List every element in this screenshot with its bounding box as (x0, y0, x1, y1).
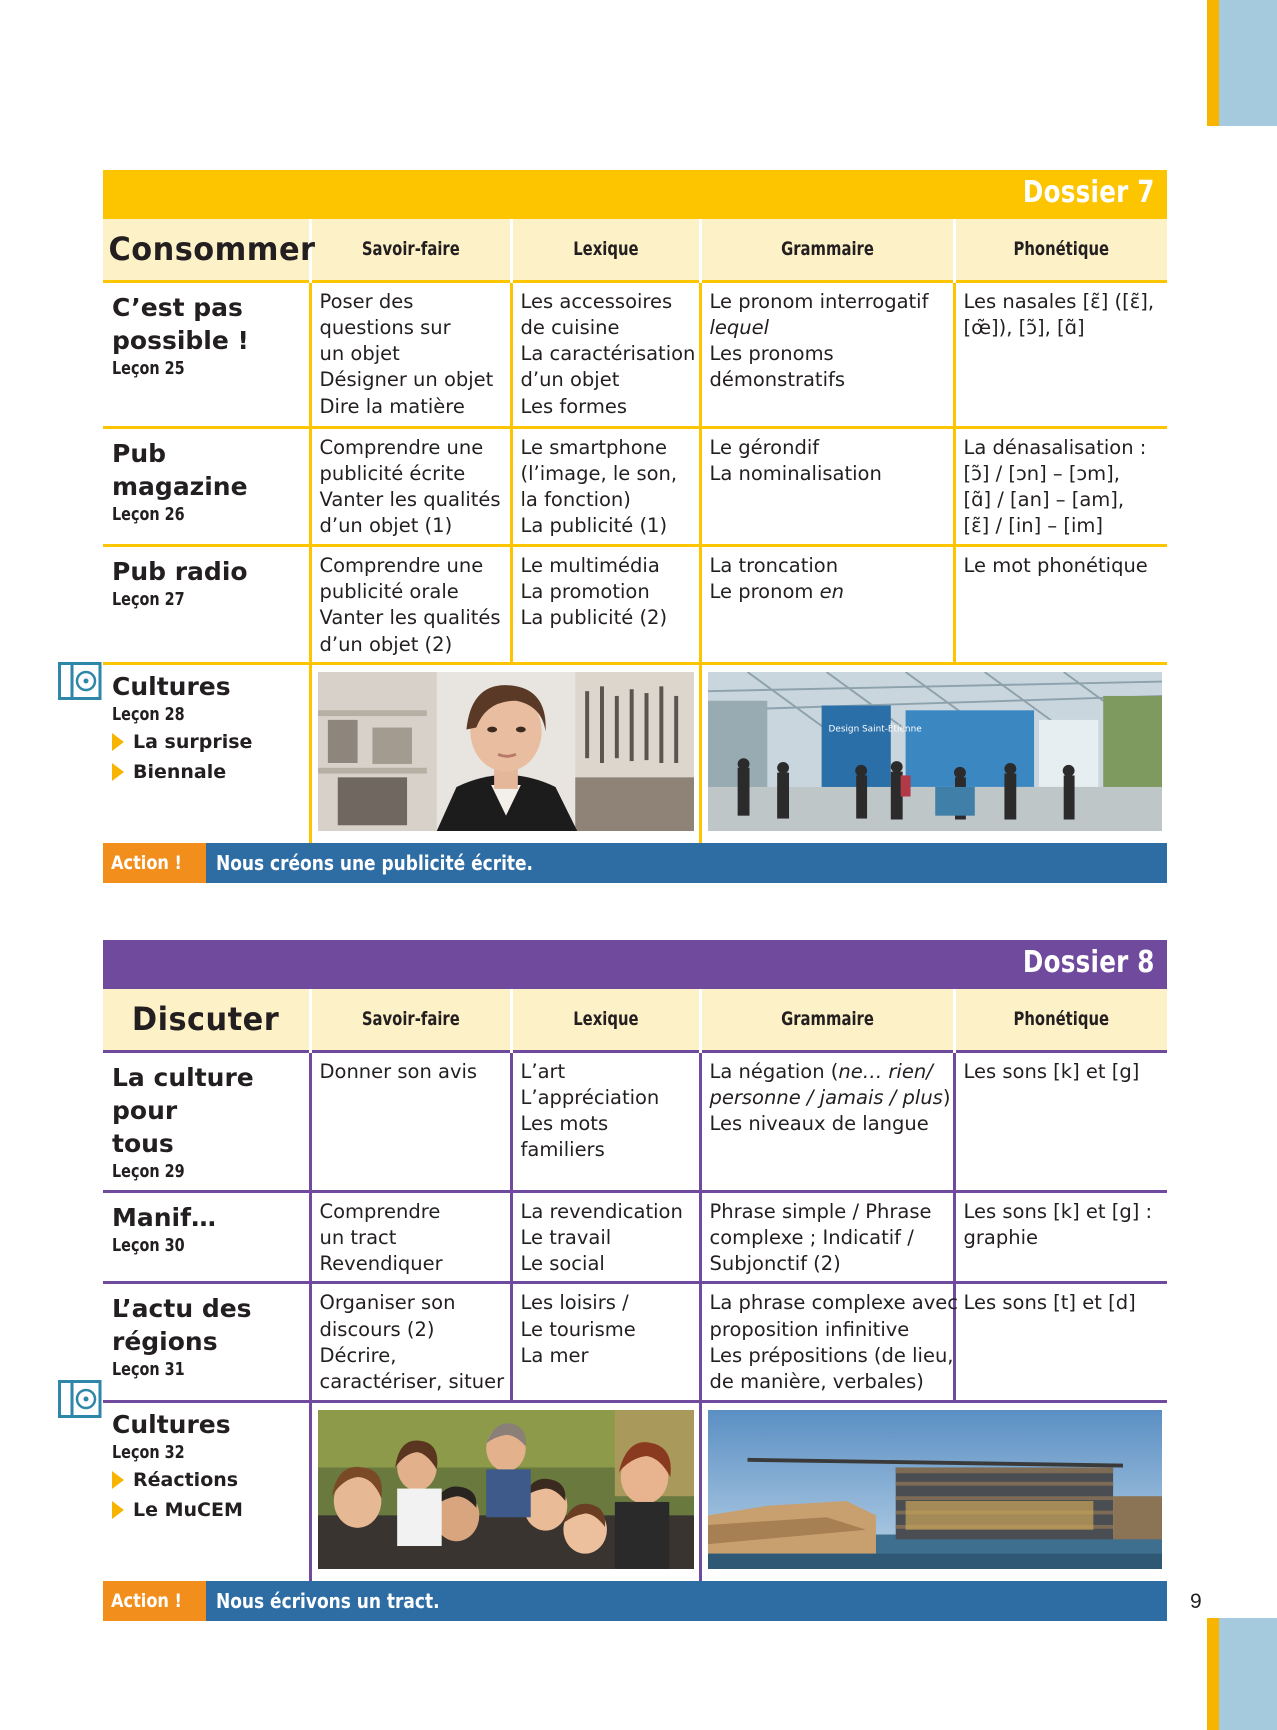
lesson-title: C’est pas possible ! (112, 292, 249, 355)
action-label: Action ! (103, 843, 206, 883)
cultures-cell (103, 1401, 310, 1581)
negation-line-1: La négation (ne… rien/ (709, 1059, 933, 1083)
photo-group-of-people (318, 1410, 694, 1569)
savoir-faire-cell: Donner son avis (310, 1051, 511, 1191)
lesson-row (103, 281, 1167, 427)
theme-heading: Discuter (103, 989, 310, 1051)
column-header: Lexique (511, 989, 700, 1051)
savoir-faire-cell: Poser des questions sur un objet Désigner un objet Dire la matière (310, 281, 511, 427)
dossier-title: Dossier 7 (1023, 175, 1155, 210)
column-header: Phonétique (954, 219, 1167, 281)
action-bar (103, 1581, 1167, 1621)
lesson-number: Leçon 26 (112, 503, 185, 525)
page-number: 9 (1190, 1590, 1202, 1613)
photo-cell (700, 663, 1167, 843)
savoir-faire-cell: Organiser son discours (2) Décrire, caractériser, situer (310, 1283, 511, 1401)
lesson-number: Leçon 29 (112, 1160, 185, 1182)
syllabus-table (103, 219, 1167, 843)
lexique-cell: Les loisirs / Le tourisme La mer (511, 1283, 700, 1401)
lesson-title: Manif… (112, 1202, 216, 1232)
culture-item: Le MuCEM (112, 1495, 305, 1525)
lesson-cell (103, 1191, 310, 1283)
arrow-bullet-icon (112, 763, 124, 781)
column-header: Savoir-faire (310, 989, 511, 1051)
arrow-bullet-icon (112, 733, 124, 751)
lesson-title: La culture pour tous (112, 1062, 254, 1158)
lexique-cell: La revendication Le travail Le social (511, 1191, 700, 1283)
lesson-number: Leçon 28 (112, 703, 185, 725)
grammaire-cell: Le pronom interrogatif lequel Les pronoms démonstratifs (700, 281, 954, 427)
cultures-title: Cultures (112, 671, 231, 701)
lesson-row (103, 427, 1167, 545)
culture-item: Biennale (112, 757, 305, 787)
photo-cell (700, 1401, 1167, 1581)
phonetique-cell: Les nasales [ɛ̃] ([ɛ̃], [œ̃]), [ɔ̃], [ɑ̃] (954, 281, 1167, 427)
culture-item: Réactions (112, 1465, 305, 1495)
column-header: Savoir-faire (310, 219, 511, 281)
lexique-cell: L’art L’appréciation Les mots familiers (511, 1051, 700, 1191)
column-header: Grammaire (700, 989, 954, 1051)
phonetique-cell: Les sons [k] et [g] : graphie (954, 1191, 1167, 1283)
side-tab-top (1207, 0, 1277, 126)
action-label: Action ! (103, 1581, 206, 1621)
lesson-cell (103, 1051, 310, 1191)
dossier-7 (103, 170, 1167, 883)
lexique-cell: Le multimédia La promotion La publicité (2) (511, 545, 700, 663)
dossier-title: Dossier 8 (1023, 945, 1155, 980)
lesson-number: Leçon 27 (112, 588, 185, 610)
lesson-cell (103, 427, 310, 545)
dossier-8 (103, 940, 1167, 1621)
grammaire-cell: Phrase simple / Phrase complexe ; Indicatif / Subjonctif (2) (700, 1191, 954, 1283)
action-text: Nous créons une publicité écrite. (206, 843, 1167, 883)
phonetique-cell: Les sons [k] et [g] (954, 1051, 1167, 1191)
phonetique-cell: Les sons [t] et [d] (954, 1283, 1167, 1401)
lesson-row (103, 1191, 1167, 1283)
table-header-row (103, 219, 1167, 281)
lesson-title: L’actu des régions (112, 1294, 252, 1357)
savoir-faire-cell: Comprendre une publicité écrite Vanter les qualités d’un objet (1) (310, 427, 511, 545)
table-header-row (103, 989, 1167, 1051)
theme-heading: Consommer (103, 219, 310, 281)
lexique-cell: Les accessoires de cuisine La caractérisation d’un objet Les formes (511, 281, 700, 427)
svg-text:Design Saint-Étienne: Design Saint-Étienne (828, 724, 922, 735)
grammaire-cell: La troncation Le pronom en (700, 545, 954, 663)
grammaire-cell: Le gérondif La nominalisation (700, 427, 954, 545)
savoir-faire-cell: Comprendre une publicité orale Vanter les qualités d’un objet (2) (310, 545, 511, 663)
column-header: Phonétique (954, 989, 1167, 1051)
grammaire-cell: La négation (ne… rien/ personne / jamais / plus) Les niveaux de langue (700, 1051, 954, 1191)
column-header: Grammaire (700, 219, 954, 281)
phonetique-cell: Le mot phonétique (954, 545, 1167, 663)
action-bar (103, 843, 1167, 883)
column-header: Lexique (511, 219, 700, 281)
pronoun-en: Le pronom en (709, 579, 844, 603)
lesson-number: Leçon 31 (112, 1359, 185, 1381)
syllabus-table (103, 989, 1167, 1581)
lexique-cell: Le smartphone (l’image, le son, la fonction) La publicité (1) (511, 427, 700, 545)
photo-biennale-hall (708, 672, 1163, 831)
lesson-number: Leçon 32 (112, 1441, 185, 1463)
cultures-title: Cultures (112, 1409, 231, 1439)
savoir-faire-cell: Comprendre un tract Revendiquer (310, 1191, 511, 1283)
phonetique-cell: La dénasalisation : [ɔ̃] / [ɔn] – [ɔm], [ɑ̃] / [an] – [am], [ɛ̃] / [in] – [im] (954, 427, 1167, 545)
culture-item: La surprise (112, 727, 305, 757)
grammaire-cell: La phrase complexe avec proposition infinitive Les prépositions (de lieu, de manière, verbales) (700, 1283, 954, 1401)
lesson-number: Leçon 30 (112, 1234, 185, 1256)
side-tab-bottom (1207, 1618, 1277, 1730)
lesson-row (103, 545, 1167, 663)
photo-cell (310, 663, 700, 843)
dossier-band (103, 940, 1167, 989)
photo-mucem-building (708, 1410, 1163, 1569)
lesson-cell (103, 281, 310, 427)
photo-cell (310, 1401, 700, 1581)
lesson-row (103, 1283, 1167, 1401)
cultures-row (103, 663, 1167, 843)
lesson-cell (103, 1283, 310, 1401)
cultures-cell (103, 663, 310, 843)
lesson-title: Pub magazine (112, 438, 248, 501)
negation-line-2: personne / jamais / plus) (709, 1085, 951, 1109)
cd-audio-icon (58, 662, 102, 700)
arrow-bullet-icon (112, 1471, 124, 1489)
cd-audio-icon (58, 1380, 102, 1418)
lesson-number: Leçon 25 (112, 357, 185, 379)
lesson-title: Pub radio (112, 556, 248, 586)
lesson-cell (103, 545, 310, 663)
dossier-band (103, 170, 1167, 219)
action-text: Nous écrivons un tract. (206, 1581, 1167, 1621)
lesson-row (103, 1051, 1167, 1191)
cultures-row (103, 1401, 1167, 1581)
photo-woman-kitchen-shop (318, 672, 694, 831)
arrow-bullet-icon (112, 1501, 124, 1519)
